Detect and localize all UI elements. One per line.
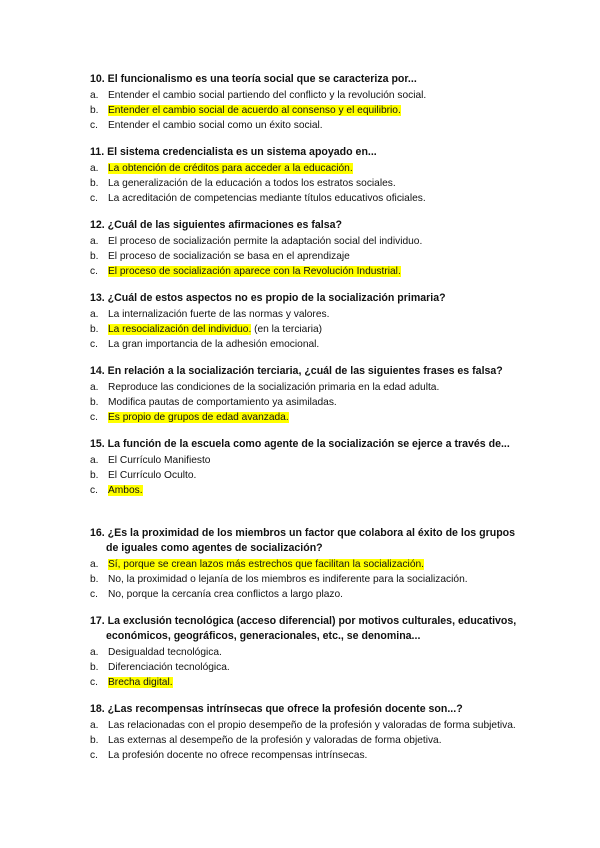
option-text-wrap (108, 468, 530, 483)
option-text: La gran importancia de la adhesión emocional. (108, 339, 320, 350)
option-text-wrap (108, 675, 530, 690)
option-text-wrap (108, 453, 530, 468)
option-text: El Currículo Manifiesto (108, 455, 211, 466)
question-13 (90, 291, 530, 352)
option-text: Las externas al desempeño de la profesión y valoradas de forma objetiva. (108, 735, 442, 746)
option-item (90, 453, 530, 468)
option-item (90, 322, 530, 337)
option-item (90, 103, 530, 118)
option-letter: a. (90, 559, 99, 570)
option-text-wrap (108, 587, 530, 602)
option-item (90, 587, 530, 602)
option-text-wrap (108, 660, 530, 675)
option-text-wrap (108, 557, 530, 572)
option-text-wrap (108, 718, 530, 733)
option-item (90, 468, 530, 483)
question-title: 10. El funcionalismo es una teoría social que se caracteriza por... (90, 73, 417, 85)
option-letter: b. (90, 324, 99, 335)
options-list (90, 307, 530, 352)
option-text-wrap (108, 264, 530, 279)
option-item (90, 234, 530, 249)
option-text-wrap (108, 337, 530, 352)
question-14 (90, 364, 530, 425)
option-letter: c. (90, 193, 98, 204)
option-text-highlighted: Ambos. (108, 485, 143, 496)
option-letter: b. (90, 251, 99, 262)
option-letter: a. (90, 163, 99, 174)
option-text-wrap (108, 88, 530, 103)
option-letter: c. (90, 750, 98, 761)
option-item (90, 380, 530, 395)
option-item (90, 557, 530, 572)
option-text-highlighted: Brecha digital. (108, 677, 173, 688)
option-text-highlighted: Sí, porque se crean lazos más estrechos que facilitan la socialización. (108, 559, 424, 570)
option-item (90, 249, 530, 264)
options-list (90, 557, 530, 602)
question-17 (90, 614, 530, 690)
option-text-wrap (108, 483, 530, 498)
option-letter: a. (90, 90, 99, 101)
option-text-highlighted: El proceso de socialización aparece con la Revolución Industrial. (108, 266, 401, 277)
question-10 (90, 72, 530, 133)
option-letter: b. (90, 178, 99, 189)
option-item (90, 675, 530, 690)
option-item (90, 395, 530, 410)
option-item (90, 118, 530, 133)
option-letter: b. (90, 397, 99, 408)
option-text: La acreditación de competencias mediante títulos educativos oficiales. (108, 193, 426, 204)
option-letter: c. (90, 412, 98, 423)
option-letter: b. (90, 105, 99, 116)
option-text: Modifica pautas de comportamiento ya asimiladas. (108, 397, 337, 408)
question-11 (90, 145, 530, 206)
option-text-wrap (108, 103, 530, 118)
option-item (90, 307, 530, 322)
option-text-highlighted: La obtención de créditos para acceder a la educación. (108, 163, 353, 174)
option-letter: c. (90, 339, 98, 350)
option-text-wrap (108, 410, 530, 425)
option-text: Entender el cambio social como un éxito social. (108, 120, 323, 131)
option-item (90, 176, 530, 191)
options-list (90, 234, 530, 279)
option-note: (en la terciaria) (251, 324, 323, 335)
option-letter: a. (90, 455, 99, 466)
option-item (90, 645, 530, 660)
option-text: La profesión docente no ofrece recompensas intrínsecas. (108, 750, 368, 761)
question-18 (90, 702, 530, 763)
option-text: La generalización de la educación a todos los estratos sociales. (108, 178, 396, 189)
options-list (90, 380, 530, 425)
option-item (90, 264, 530, 279)
option-letter: a. (90, 647, 99, 658)
option-letter: c. (90, 589, 98, 600)
option-item (90, 483, 530, 498)
option-text-wrap (108, 176, 530, 191)
option-text-wrap (108, 395, 530, 410)
option-letter: b. (90, 470, 99, 481)
option-text-wrap (108, 191, 530, 206)
option-text-wrap (108, 249, 530, 264)
question-title: 16. ¿Es la proximidad de los miembros un factor que colabora al éxito de los grupos de iguales como agentes de socialización? (90, 527, 516, 554)
option-text: No, porque la cercanía crea conflictos a largo plazo. (108, 589, 344, 600)
option-letter: b. (90, 735, 99, 746)
question-title: 15. La función de la escuela como agente de la socialización se ejerce a través de... (90, 438, 510, 450)
question-12 (90, 218, 530, 279)
option-text: El Currículo Oculto. (108, 470, 197, 481)
options-list (90, 718, 530, 763)
option-text: La internalización fuerte de las normas y valores. (108, 309, 330, 320)
option-item (90, 660, 530, 675)
option-item (90, 337, 530, 352)
option-text: El proceso de socialización permite la adaptación social del individuo. (108, 236, 423, 247)
option-item (90, 161, 530, 176)
option-text: Las relacionadas con el propio desempeño de la profesión y valoradas de forma subjetiva. (108, 720, 516, 731)
option-letter: a. (90, 309, 99, 320)
option-text: El proceso de socialización se basa en el aprendizaje (108, 251, 350, 262)
question-title: 11. El sistema credencialista es un sistema apoyado en... (90, 146, 377, 158)
options-list (90, 88, 530, 133)
option-item (90, 733, 530, 748)
option-text-wrap (108, 572, 530, 587)
option-letter: c. (90, 485, 98, 496)
option-item (90, 718, 530, 733)
question-15 (90, 437, 530, 498)
options-list (90, 645, 530, 690)
option-text: Diferenciación tecnológica. (108, 662, 230, 673)
option-item (90, 572, 530, 587)
option-letter: a. (90, 720, 99, 731)
option-letter: a. (90, 236, 99, 247)
option-item (90, 410, 530, 425)
option-text-wrap (108, 118, 530, 133)
option-text-wrap (108, 645, 530, 660)
option-letter: c. (90, 266, 98, 277)
option-text-highlighted: Entender el cambio social de acuerdo al consenso y el equilibrio. (108, 105, 401, 116)
question-title: 14. En relación a la socialización terciaria, ¿cuál de las siguientes frases es falsa? (90, 365, 503, 377)
option-letter: b. (90, 574, 99, 585)
option-text-wrap (108, 733, 530, 748)
option-text-highlighted: La resocialización del individuo. (108, 324, 252, 335)
option-text-wrap (108, 161, 530, 176)
options-list (90, 161, 530, 206)
option-text: Reproduce las condiciones de la socialización primaria en la edad adulta. (108, 382, 440, 393)
options-list (90, 453, 530, 498)
option-text-highlighted: Es propio de grupos de edad avanzada. (108, 412, 289, 423)
question-16 (90, 526, 530, 602)
question-title: 12. ¿Cuál de las siguientes afirmaciones es falsa? (90, 219, 342, 231)
option-text-wrap (108, 380, 530, 395)
option-text-wrap (108, 748, 530, 763)
option-text: Entender el cambio social partiendo del conflicto y la revolución social. (108, 90, 427, 101)
option-letter: b. (90, 662, 99, 673)
option-text-wrap (108, 307, 530, 322)
option-text: Desigualdad tecnológica. (108, 647, 222, 658)
option-item (90, 191, 530, 206)
question-title: 18. ¿Las recompensas intrínsecas que ofrece la profesión docente son...? (90, 703, 463, 715)
option-text-wrap (108, 234, 530, 249)
option-letter: c. (90, 120, 98, 131)
option-letter: c. (90, 677, 98, 688)
option-letter: a. (90, 382, 99, 393)
option-text: No, la proximidad o lejanía de los miembros es indiferente para la socialización. (108, 574, 468, 585)
option-text-wrap (108, 322, 530, 337)
question-title: 13. ¿Cuál de estos aspectos no es propio de la socialización primaria? (90, 292, 446, 304)
option-item (90, 748, 530, 763)
question-title: 17. La exclusión tecnológica (acceso diferencial) por motivos culturales, educativos, económicos, geográficos, generacionales, etc., se denomina... (90, 615, 517, 642)
option-item (90, 88, 530, 103)
